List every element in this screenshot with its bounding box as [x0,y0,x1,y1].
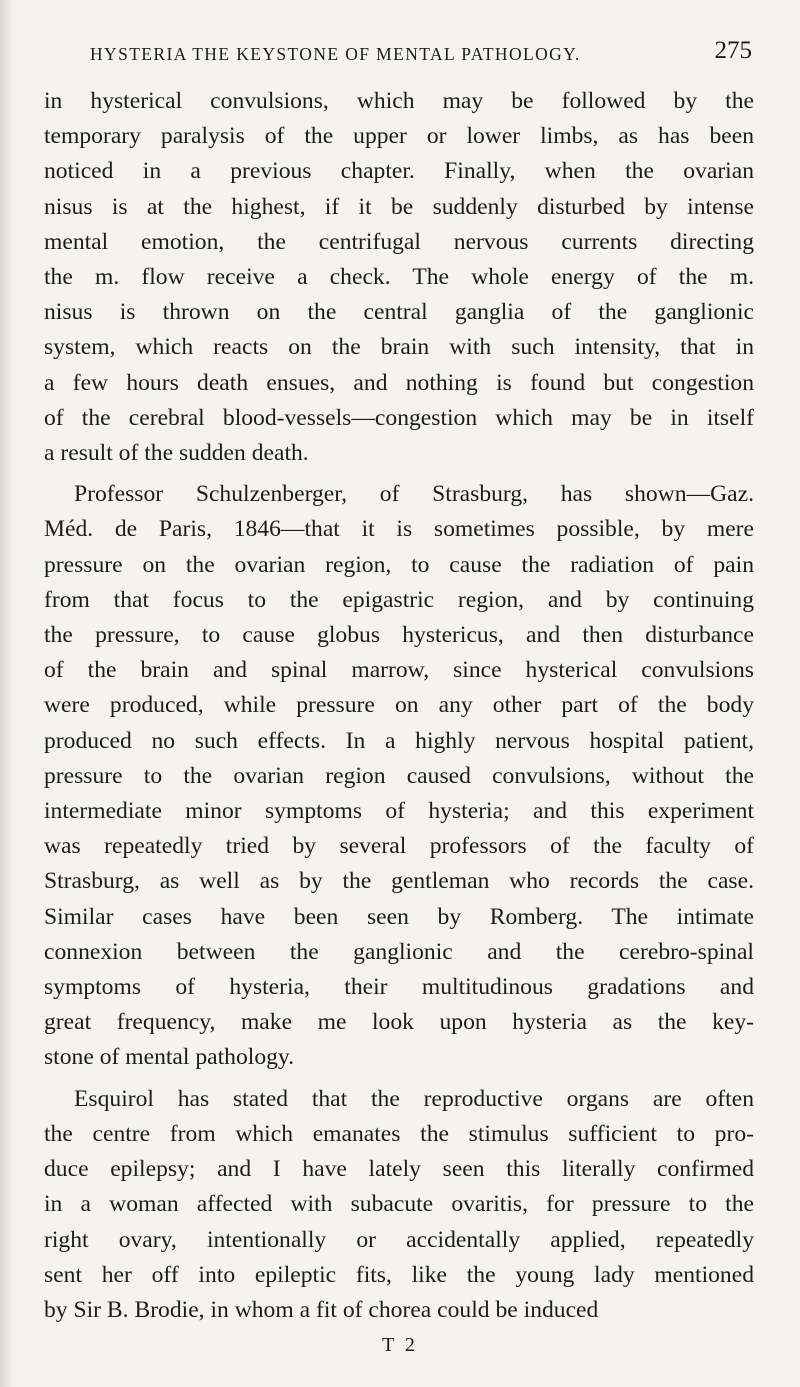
text-line: temporary paralysis of the upper or lower limbs, as has been [44,123,754,150]
text-line: of the cerebral blood-vessels—congestion which may be in itself [44,404,754,431]
text-line: connexion between the ganglionic and the cerebro-spinal [44,938,754,965]
text-line: system, which reacts on the brain with such intensity, that in [44,334,754,361]
text-line: noticed in a previous chapter. Finally, when the ovarian [44,158,754,185]
text-line: a few hours death ensues, and nothing is found but congestion [44,369,754,396]
text-line: from that focus to the epigastric region, and by continuing [44,586,754,613]
text-line: were produced, while pressure on any other part of the body [44,692,754,719]
text-line: in a woman affected with subacute ovaritis, for pressure to the [44,1191,754,1218]
text-line: Méd. de Paris, 1846—that it is sometimes possible, by mere [44,516,754,543]
page-number: 275 [714,37,752,64]
text-line: was repeatedly tried by several professors of the faculty of [44,833,754,860]
text-line: the pressure, to cause globus hystericus, and then disturbance [44,622,754,649]
running-title: HYSTERIA THE KEYSTONE OF MENTAL PATHOLOGY. [90,44,581,64]
text-line: a result of the sudden death. [44,440,309,467]
page-edge-shadow [0,0,14,1387]
text-line: by Sir B. Brodie, in whom a fit of chorea could be induced [44,1296,599,1323]
text-line: of the brain and spinal marrow, since hysterical convulsions [44,657,754,684]
text-line: intermediate minor symptoms of hysteria; and this experiment [44,798,754,825]
running-header [90,36,752,70]
text-line: Strasburg, as well as by the gentleman who records the case. [44,868,754,895]
paragraph [44,1082,754,1328]
text-line: pressure to the ovarian region caused convulsions, without the [44,762,754,789]
text-line: Similar cases have been seen by Romberg. The intimate [44,903,754,930]
text-line: Professor Schulzenberger, of Strasburg, has shown—Gaz. [74,481,754,508]
text-line: right ovary, intentionally or accidentally applied, repeatedly [44,1226,754,1253]
text-line: produced no such effects. In a highly nervous hospital patient, [44,727,754,754]
signature-mark: T 2 [382,1334,418,1356]
paragraph [44,84,754,471]
text-line: nisus is at the highest, if it be suddenly disturbed by intense [44,193,754,220]
text-line: the centre from which emanates the stimulus sufficient to pro- [44,1120,754,1147]
text-line: symptoms of hysteria, their multitudinous gradations and [44,974,754,1001]
text-line: mental emotion, the centrifugal nervous currents directing [44,228,754,255]
text-line: Esquirol has stated that the reproductive organs are often [74,1085,754,1112]
text-line: great frequency, make me look upon hysteria as the key- [44,1009,754,1036]
text-line: the m. flow receive a check. The whole energy of the m. [44,264,754,291]
text-line: duce epilepsy; and I have lately seen this literally confirmed [44,1156,754,1183]
text-line: stone of mental pathology. [44,1044,295,1071]
paragraph [44,477,754,1075]
text-line: sent her off into epileptic fits, like the young lady mentioned [44,1261,754,1288]
text-line: pressure on the ovarian region, to cause the radiation of pain [44,551,754,578]
text-line: in hysterical convulsions, which may be followed by the [44,88,754,114]
body-text [44,84,754,1328]
text-line: nisus is thrown on the central ganglia of the ganglionic [44,299,754,326]
